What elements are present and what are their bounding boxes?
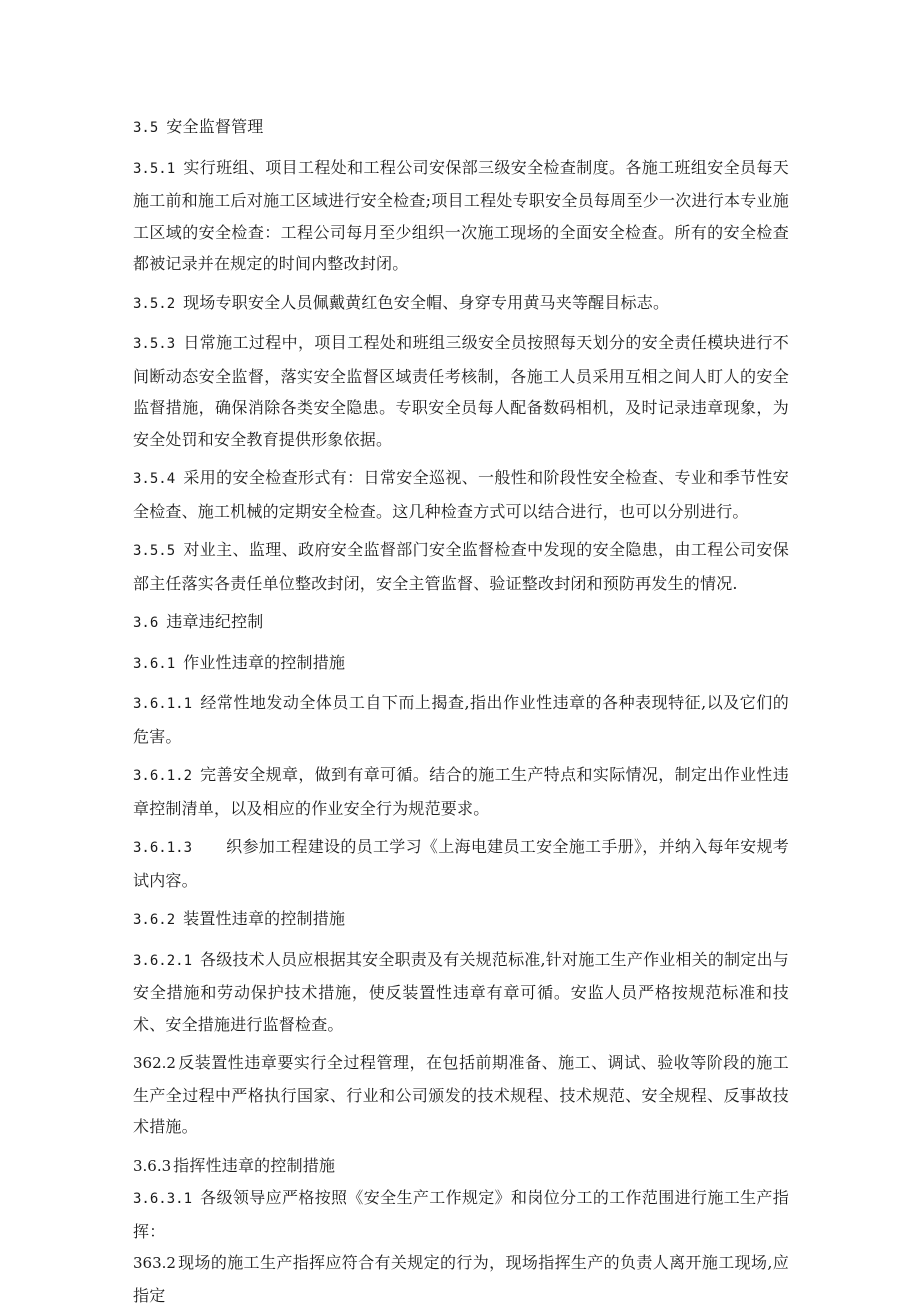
paragraph-3-5-2 [133, 287, 789, 321]
paragraph-3-6-3-1 [133, 1182, 789, 1247]
paragraph-text: 违章违纪控制 [166, 612, 264, 631]
paragraph-number: 3.5.2 [133, 295, 176, 312]
paragraph-text: 完善安全规章，做到有章可循。结合的施工生产特点和实际情况，制定出作业性违章控制清单，以及相应的作业安全行为规范要求。 [133, 765, 789, 818]
subsection-heading-3-6-2 [133, 903, 789, 937]
paragraph-text: 现场的施工生产指挥应符合有关规定的行为，现场指挥生产的负责人离开施工现场,应指定 [133, 1253, 789, 1305]
paragraph-3-6-1-3 [133, 831, 789, 896]
paragraph-number: 3.5.3 [133, 336, 176, 352]
paragraph-number: 3.6.2.1 [133, 952, 193, 969]
subsection-heading-3-6-1 [133, 647, 789, 681]
paragraph-number: 3.6.3.1 [133, 1191, 193, 1207]
document-body [133, 111, 789, 1311]
paragraph-362-2 [133, 1047, 789, 1143]
paragraph-text: 作业性违章的控制措施 [183, 652, 346, 672]
paragraph-text: 织参加工程建设的员工学习《上海电建员工安全施工手册》，并纳入每年安规考试内容。 [133, 837, 789, 890]
paragraph-text: 实行班组、项目工程处和工程公司安保部三级安全检查制度。各施工班组安全员每天施工前和施工后对施工区域进行安全检查;项目工程处专职安全员每周至少一次进行本专业施工区域的安全检查：工程公司每月至少组织一次施工现场的全面安全检查。所有的安全检查都被记录并在规定的时间内整改封闭。 [133, 157, 789, 273]
paragraph-text: 反装置性违章要实行全过程管理，在包括前期准备、施工、调试、验收等阶段的施工生产全过程中严格执行国家、行业和公司颁发的技术规程、技术规范、安全规程、反事故技术措施。 [133, 1053, 789, 1136]
paragraph-number: 3.6.1.3 [133, 840, 193, 856]
section-heading-3-6 [133, 606, 789, 640]
paragraph-text: 采用的安全检查形式有：日常安全巡视、一般性和阶段性安全检查、专业和季节性安全检查、施工机械的定期安全检查。这几种检查方式可以结合进行，也可以分别进行。 [133, 468, 789, 521]
paragraph-text: 指挥性违章的控制措施 [173, 1155, 336, 1175]
paragraph-3-5-5 [133, 534, 789, 599]
paragraph-text: 各级技术人员应根据其安全职责及有关规范标准,针对施工生产作业相关的制定出与安全措施和劳动保护技术措施，使反装置性违章有章可循。安监人员严格按规范标准和技术、安全措施进行监督检查。 [133, 949, 789, 1034]
subsection-heading-3-6-3 [133, 1150, 789, 1183]
paragraph-number: 3.6.3 [133, 1156, 172, 1175]
paragraph-text: 各级领导应严格按照《安全生产工作规定》和岗位分工的工作范围进行施工生产指挥： [133, 1188, 789, 1241]
paragraph-number: 3.5 [133, 120, 159, 136]
paragraph-3-5-3 [133, 327, 789, 455]
paragraph-text: 日常施工过程中，项目工程处和班组三级安全员按照每天划分的安全责任模块进行不间断动态安全监督，落实安全监督区域责任考核制，各施工人员采用互相之间人盯人的安全监督措施，确保消除各类安全隐患。专职安全员每人配备数码相机，及时记录违章现象，为安全处罚和安全教育提供形象依据。 [133, 333, 789, 449]
paragraph-363-2 [133, 1247, 789, 1311]
paragraph-number: 3.6 [133, 615, 159, 631]
paragraph-number: 3.5.4 [133, 471, 176, 487]
paragraph-3-5-1 [133, 152, 789, 280]
paragraph-text: 对业主、监理、政府安全监督部门安全监督检查中发现的安全隐患，由工程公司安保部主任落实各责任单位整改封闭，安全主管监督、验证整改封闭和预防再发生的情况. [133, 540, 789, 593]
paragraph-number: 362.2 [133, 1054, 176, 1072]
paragraph-number: 3.6.1.2 [133, 768, 193, 784]
paragraph-number: 3.6.2 [133, 912, 176, 928]
paragraph-3-6-1-1 [133, 687, 789, 752]
paragraph-number: 3.6.1 [133, 655, 176, 672]
paragraph-text: 装置性违章的控制措施 [183, 909, 346, 928]
section-heading-3-5 [133, 111, 789, 145]
paragraph-3-6-2-1 [133, 944, 789, 1041]
paragraph-number: 363.2 [133, 1254, 176, 1272]
paragraph-number: 3.6.1.1 [133, 696, 193, 712]
paragraph-text: 现场专职安全人员佩戴黄红色安全帽、身穿专用黄马夹等醒目标志。 [183, 292, 670, 312]
paragraph-3-5-4 [133, 462, 789, 527]
paragraph-number: 3.5.1 [133, 160, 176, 177]
paragraph-text: 安全监督管理 [166, 117, 264, 136]
paragraph-text: 经常性地发动全体员工自下而上揭查,指出作业性违章的各种表现特征,以及它们的危害。 [133, 693, 789, 746]
paragraph-number: 3.5.5 [133, 543, 176, 559]
paragraph-3-6-1-2 [133, 759, 789, 824]
